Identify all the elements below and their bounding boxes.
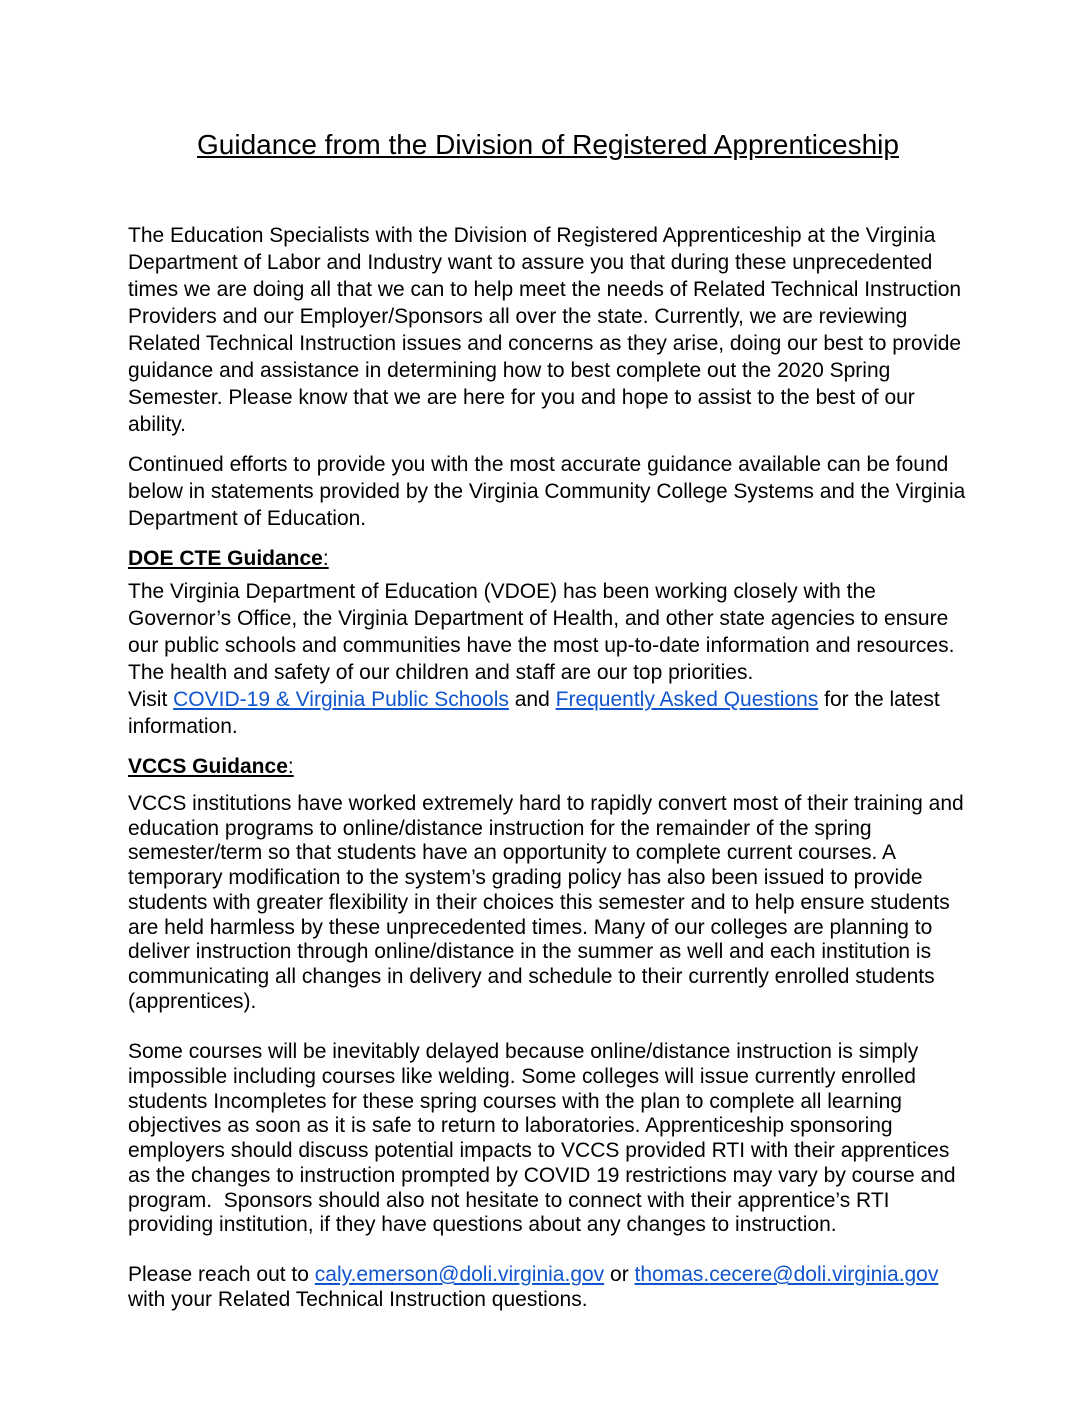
visit-suffix-text: for the latest information.	[128, 688, 946, 738]
doe-heading-text: DOE CTE Guidance	[128, 547, 323, 570]
vccs-guidance-heading	[128, 753, 968, 780]
intro-paragraph-2: Continued efforts to provide you with the most accurate guidance available can be found below in statements provided by the Virginia Community College Systems and the Virginia Department of Education.	[128, 453, 972, 530]
doe-heading-underline	[128, 547, 329, 570]
thomas-cecere-email-link[interactable]: thomas.cecere@doli.virginia.gov	[634, 1262, 939, 1286]
caly-emerson-email-link[interactable]: caly.emerson@doli.virginia.gov	[314, 1262, 605, 1286]
frequently-asked-questions-link[interactable]: Frequently Asked Questions	[555, 688, 819, 711]
contact-suffix-text: with your Related Technical Instruction questions.	[128, 1262, 945, 1311]
vccs-paragraph-1: VCCS institutions have worked extremely hard to rapidly convert most of their training and education programs to online/distance instruction for the remainder of the spring semester/term so that students have an opportunity to complete current courses. A temporary modification to the system’s grading policy has also been issued to provide students with greater flexibility in their choices this semester and to help ensure students are held harmless by these unprecedented times. Many of our colleges are planning to deliver instruction through online/distance in the summer as well and each institution is communicating all changes in delivery and schedule to their currently enrolled students (apprentices).	[128, 792, 970, 1013]
vccs-heading-text: VCCS Guidance	[128, 755, 288, 778]
doe-cte-guidance-heading	[128, 545, 968, 572]
contact-prefix-text: Please reach out to	[128, 1262, 315, 1286]
vccs-paragraph-2: Some courses will be inevitably delayed because online/distance instruction is simply impossible including courses like welding. Some colleges will issue currently enrolled students Incompletes for these spring courses with the plan to complete all learning objectives as soon as it is safe to return to laboratories. Apprenticeship sponsoring employers should discuss potential impacts to VCCS provided RTI with their apprentices as the changes to instruction prompted by COVID 19 restrictions may vary by course and program. Sponsors should also not hesitate to connect with their apprentice’s RTI providing institution, if they have questions about any changes to instruction.	[128, 1040, 962, 1237]
doe-body-text: The Virginia Department of Education (VDOE) has been working closely with the Governor’s Office, the Virginia Department of Health, and other state agencies to ensure our public schools and communities have the most up-to-date information and resources. The health and safety of our children and staff are our top priorities.	[128, 580, 960, 684]
intro-paragraph-1: The Education Specialists with the Division of Registered Apprenticeship at the Virginia Department of Labor and Industry want to assure you that during these unprecedented times we are doing all that we can to help meet the needs of Related Technical Instruction Providers and our Employer/Sponsors all over the state. Currently, we are reviewing Related Technical Instruction issues and concerns as they arise, doing our best to provide guidance and assistance in determining how to best complete out the 2020 Spring Semester. Please know that we are here for you and hope to assist to the best of our ability.	[128, 224, 967, 436]
visit-prefix-text: Visit	[128, 688, 174, 711]
contact-joiner-text: or	[604, 1262, 635, 1286]
covid19-virginia-public-schools-link[interactable]: COVID-19 & Virginia Public Schools	[173, 688, 509, 711]
doe-guidance-paragraph	[128, 578, 968, 740]
vccs-heading-underline	[128, 755, 294, 778]
document-title: Guidance from the Division of Registered Apprenticeship	[197, 129, 899, 160]
doe-link-joiner-text: and	[508, 688, 556, 711]
vccs-heading-colon: :	[287, 755, 294, 778]
doe-heading-colon: :	[322, 547, 329, 570]
contact-paragraph	[128, 1263, 968, 1312]
